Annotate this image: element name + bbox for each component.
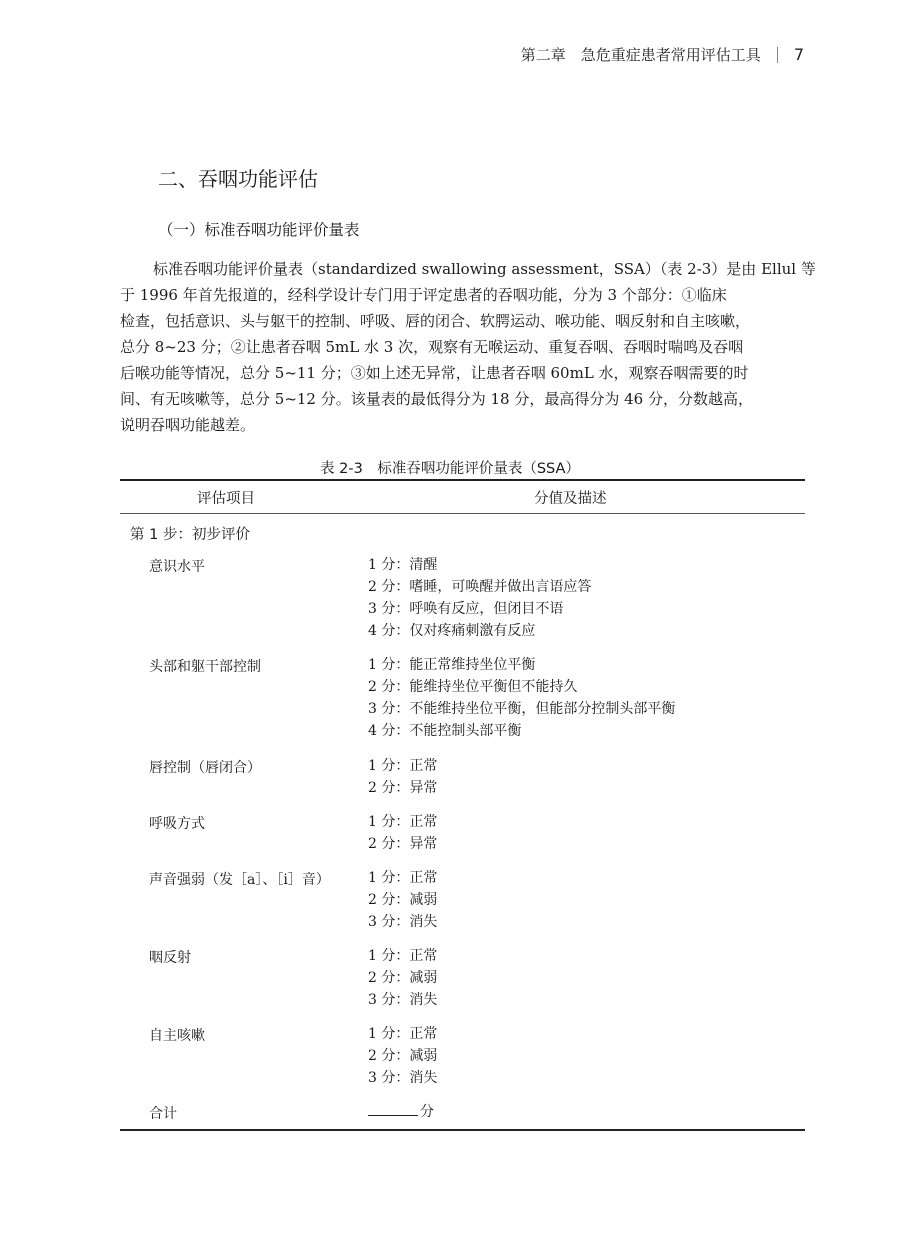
row-options-voice <box>368 867 437 933</box>
row-item-consciousness: 意识水平 <box>149 559 205 575</box>
total-unit: 分 <box>420 1104 434 1120</box>
row-item-pharyngeal-reflex: 咽反射 <box>149 950 191 966</box>
score-option: 1 分：正常 <box>368 1026 438 1042</box>
score-option: 3 分：不能维持坐位平衡，但能部分控制头部平衡 <box>368 701 676 717</box>
paragraph-line: 于 1996 年首先报道的，经科学设计专门用于评定患者的吞咽功能，分为 3 个部分：①临床 <box>120 286 727 304</box>
row-options-consciousness <box>368 554 591 642</box>
paragraph-line: 标准吞咽功能评价量表（standardized swallowing assessment，SSA）（表 2-3）是由 Ellul 等 <box>153 260 816 278</box>
table-bottom-rule <box>120 1129 805 1131</box>
paragraph-line: 检查，包括意识、头与躯干的控制、呼吸、唇的闭合、软腭运动、喉功能、咽反射和自主咳嗽， <box>120 312 751 330</box>
paragraph-line: 间、有无咳嗽等，总分 5~12 分。该量表的最低得分为 18 分，最高得分为 46 分，分数越高， <box>120 390 753 408</box>
score-option: 4 分：不能控制头部平衡 <box>368 723 522 739</box>
paragraph-line: 总分 8~23 分；②让患者吞咽 5mL 水 3 次，观察有无喉运动、重复吞咽、吞咽时喘鸣及吞咽 <box>120 338 744 356</box>
row-item-lip-control: 唇控制（唇闭合） <box>149 760 261 776</box>
row-item-voice: 声音强弱（发［a］、［i］音） <box>149 872 330 888</box>
row-options-head-trunk <box>368 654 675 742</box>
col-header-item: 评估项目 <box>197 491 255 507</box>
running-header <box>521 44 804 65</box>
score-option: 1 分：正常 <box>368 814 438 830</box>
score-option: 2 分：异常 <box>368 780 438 796</box>
score-option: 1 分：正常 <box>368 870 438 886</box>
total-score-field <box>368 1101 434 1123</box>
score-option: 1 分：正常 <box>368 948 438 964</box>
score-option: 1 分：能正常维持坐位平衡 <box>368 657 536 673</box>
paragraph-line: 后喉功能等情况，总分 5~11 分；③如上述无异常，让患者吞咽 60mL 水，观察吞咽需要的时 <box>120 364 749 382</box>
score-option: 2 分：能维持坐位平衡但不能持久 <box>368 679 578 695</box>
total-label: 合计 <box>149 1106 177 1122</box>
step-label: 第 1 步：初步评价 <box>130 527 250 543</box>
table-caption: 表 2-3 标准吞咽功能评价量表（SSA） <box>320 461 580 477</box>
section-title: 二、吞咽功能评估 <box>158 167 318 191</box>
score-option: 2 分：异常 <box>368 836 438 852</box>
paragraph-line: 说明吞咽功能越差。 <box>120 416 256 434</box>
page-number: 7 <box>793 45 804 64</box>
header-divider <box>777 47 778 63</box>
score-option: 3 分：呼唤有反应，但闭目不语 <box>368 601 564 617</box>
score-option: 3 分：消失 <box>368 992 438 1008</box>
row-item-voluntary-cough: 自主咳嗽 <box>149 1028 205 1044</box>
row-options-voluntary-cough <box>368 1023 437 1089</box>
score-option: 2 分：减弱 <box>368 970 438 986</box>
row-options-breathing <box>368 811 437 855</box>
row-options-lip-control <box>368 755 437 799</box>
table-top-rule <box>120 479 805 481</box>
score-option: 1 分：正常 <box>368 758 438 774</box>
intro-paragraph <box>120 256 816 438</box>
score-option: 3 分：消失 <box>368 1070 438 1086</box>
score-option: 3 分：消失 <box>368 914 438 930</box>
table-header-rule <box>120 513 805 514</box>
chapter-title: 第二章 急危重症患者常用评估工具 <box>520 46 761 64</box>
row-item-breathing: 呼吸方式 <box>149 816 205 832</box>
total-blank <box>368 1101 418 1116</box>
score-option: 2 分：嗜睡，可唤醒并做出言语应答 <box>368 579 592 595</box>
score-option: 2 分：减弱 <box>368 1048 438 1064</box>
score-option: 4 分：仅对疼痛刺激有反应 <box>368 623 536 639</box>
col-header-description: 分值及描述 <box>534 491 607 507</box>
score-option: 1 分：清醒 <box>368 557 438 573</box>
row-item-head-trunk: 头部和躯干部控制 <box>149 659 261 675</box>
score-option: 2 分：减弱 <box>368 892 438 908</box>
row-options-pharyngeal-reflex <box>368 945 437 1011</box>
subsection-title: （一）标准吞咽功能评价量表 <box>158 221 360 239</box>
